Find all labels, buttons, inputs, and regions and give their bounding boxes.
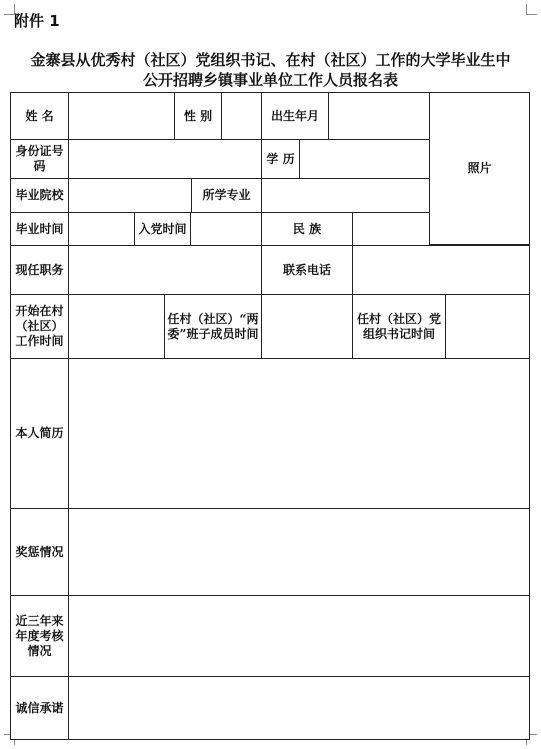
phone-field[interactable] [352, 245, 530, 295]
phone-label: 联系电话 [261, 245, 353, 295]
ethnicity-field[interactable] [352, 212, 430, 246]
corner-mark [526, 4, 537, 15]
major-label: 所学专业 [191, 178, 262, 213]
attachment-label: 附件 1 [14, 12, 60, 30]
assessment-field[interactable] [68, 595, 530, 677]
ethnicity-label: 民 族 [261, 212, 353, 246]
rewards-label: 奖惩情况 [10, 508, 69, 596]
title-line-2: 公开招聘乡镇事业单位工作人员报名表 [142, 71, 398, 89]
village-start-field[interactable] [68, 294, 165, 359]
rewards-field[interactable] [68, 508, 530, 596]
secretary-time-label: 任村（社区）党组织书记时间 [352, 294, 446, 359]
birth-field[interactable] [328, 92, 430, 140]
name-field[interactable] [68, 92, 175, 140]
id-number-label: 身份证号码 [10, 139, 69, 179]
party-time-field[interactable] [190, 212, 262, 246]
gender-field[interactable] [221, 92, 262, 140]
education-field[interactable] [299, 139, 430, 179]
resume-field[interactable] [68, 358, 530, 509]
birth-label: 出生年月 [261, 92, 329, 140]
secretary-time-field[interactable] [445, 294, 530, 359]
position-label: 现任职务 [10, 245, 69, 295]
assessment-label: 近三年来年度考核情况 [10, 595, 69, 677]
photo-box[interactable]: 照片 [429, 92, 530, 245]
integrity-label: 诚信承诺 [10, 676, 69, 740]
party-time-label: 入党时间 [134, 212, 191, 246]
resume-label: 本人简历 [10, 358, 69, 509]
school-label: 毕业院校 [10, 178, 69, 213]
grad-time-field[interactable] [68, 212, 135, 246]
id-number-field[interactable] [68, 139, 262, 179]
gender-label: 性 别 [174, 92, 222, 140]
village-start-label: 开始在村（社区）工作时间 [10, 294, 69, 359]
integrity-field[interactable] [68, 676, 530, 740]
position-field[interactable] [68, 245, 262, 295]
grad-time-label: 毕业时间 [10, 212, 69, 246]
committee-time-label: 任村（社区）“两委”班子成员时间 [164, 294, 262, 359]
form-title [4, 50, 537, 90]
title-line-1: 金寨县从优秀村（社区）党组织书记、在村（社区）工作的大学毕业生中 [30, 51, 511, 69]
school-field[interactable] [68, 178, 192, 213]
committee-time-field[interactable] [261, 294, 353, 359]
education-label: 学 历 [261, 139, 300, 179]
name-label: 姓 名 [10, 92, 69, 140]
major-field[interactable] [261, 178, 430, 213]
